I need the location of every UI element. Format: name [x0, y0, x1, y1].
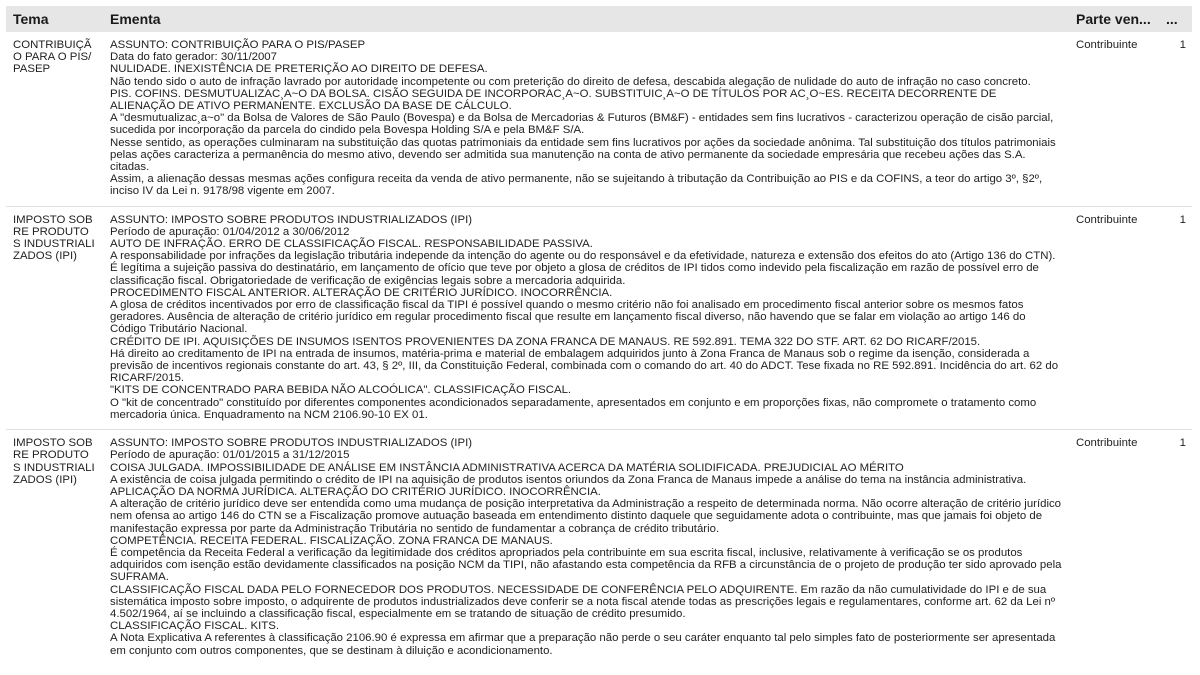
- ementa-line: A glosa de créditos incentivados por erro de classificação fiscal da TIPI é possível quando o mesmo critério não foi analisado em procedimento fiscal anterior sobre os mesmos fatos geradores. Ausência de alteração de critério jurídico em regular procedimento fiscal que resulte em lançamento fiscal diverso, não havendo que se falar em violação ao artigo 146 do Código Tributário Nacional.: [110, 299, 1026, 336]
- parte-vencedora-cell: Contribuinte: [1076, 39, 1138, 51]
- table-header: [6, 6, 1192, 32]
- ementa-cell: [110, 437, 1062, 657]
- count-cell: 1: [1179, 437, 1186, 450]
- tema-cell: CONTRIBUIÇÃO PARA O PIS/PASEP: [13, 39, 92, 76]
- table-body: [6, 32, 1192, 665]
- column-header-tema[interactable]: Tema: [13, 11, 49, 27]
- column-header-more[interactable]: ...: [1166, 11, 1178, 27]
- tema-cell: IMPOSTO SOBRE PRODUTOS INDUSTRIALIZADOS (IPI): [13, 437, 95, 486]
- ementa-line: CLASSIFICAÇÃO FISCAL DADA PELO FORNECEDOR DOS PRODUTOS. NECESSIDADE DE CONFERÊNCIA PELO ADQUIRENTE. Em razão da não cumulatividade do IPI e de sua sistemática imposto sobre imposto, o adquirente de produtos industrializados deve conferir se a nota fiscal atende todas as prescrições legais e regulamentares, conforme art. 62 da Lei nº 4.502/1964, aí se incluindo a classificação fiscal, especialmente em se tratando de situação de crédito presumido.: [110, 583, 1056, 620]
- ementa-cell: [110, 39, 1062, 198]
- ementa-line: Nesse sentido, as operações culminaram na substituição das quotas patrimoniais da entidade sem fins lucrativos por ações da sociedade anônima. Tal substituição dos títulos patrimoniais pelas ações caracteriza a permanência do mesmo ativo, devendo ser admitida sua manutenção na conta de ativo permanente da sociedade empresária que recebeu ações das S.A. citadas.: [110, 136, 1056, 174]
- table-row[interactable]: [6, 207, 1192, 430]
- ementa-line: A existência de coisa julgada permitindo o crédito de IPI na aquisição de produtos isentos oriundos da Zona Franca de Manaus impede a análise do tema na instância administrativa.: [110, 473, 1027, 486]
- tema-cell: IMPOSTO SOBRE PRODUTOS INDUSTRIALIZADOS (IPI): [13, 213, 95, 263]
- ementa-line: ASSUNTO: IMPOSTO SOBRE PRODUTOS INDUSTRIALIZADOS (IPI): [110, 437, 473, 450]
- ementa-line: O "kit de concentrado" constituído por diferentes componentes acondicionados separadamente, apresentados em conjunto e em proporções fixas, não compromete o tratamento como mercadoria única. Enquadramento na NCM 2106.90-10 EX 01.: [110, 396, 1037, 421]
- ementa-line: "KITS DE CONCENTRADO PARA BEBIDA NÃO ALCOÓLICA". CLASSIFICAÇÃO FISCAL.: [110, 384, 572, 397]
- ementa-line: Data do fato gerador: 30/11/2007: [110, 51, 277, 64]
- ementa-line: A responsabilidade por infrações da legislação tributária independe da intenção do agente ou do responsável e da efetividade, natureza e extensão dos efeitos do ato (Artigo 136 do CTN). É legítima a sujeição passiva do destinatário, em lançamento de ofício que teve por objeto a glosa de créditos de IPI tidos como indevido pela fiscalização em razão de possível erro de classificação fiscal. Obrigatoriedade de verificação de exigências legais sobre a mercadoria adquirida.: [110, 250, 1056, 287]
- table-row[interactable]: [6, 430, 1192, 665]
- ementa-line: ASSUNTO: CONTRIBUIÇÃO PARA O PIS/PASEP: [110, 39, 366, 51]
- table-row[interactable]: [6, 32, 1192, 207]
- ementa-line: Não tendo sido o auto de infração lavrado por autoridade incompetente ou com preterição do direito de defesa, descabida alegação de nulidade do auto de infração no caso concreto.: [110, 75, 1031, 88]
- ementa-line: APLICAÇÃO DA NORMA JURÍDICA. ALTERAÇÃO DO CRITÉRIO JURÍDICO. INOCORRÊNCIA.: [110, 485, 601, 498]
- ementa-line: Período de apuração: 01/01/2015 a 31/12/2015: [110, 449, 350, 462]
- count-cell: 1: [1179, 213, 1186, 226]
- ementa-line: COMPETÊNCIA. RECEITA FEDERAL. FISCALIZAÇÃO. ZONA FRANCA DE MANAUS.: [110, 534, 553, 547]
- ementa-cell: [110, 214, 1062, 421]
- count-cell: 1: [1179, 39, 1186, 51]
- parte-vencedora-cell: Contribuinte: [1076, 437, 1138, 450]
- ementa-line: CLASSIFICAÇÃO FISCAL. KITS.: [110, 620, 280, 633]
- ementa-line: Período de apuração: 01/04/2012 a 30/06/2012: [110, 225, 350, 238]
- column-header-ementa[interactable]: Ementa: [110, 11, 161, 27]
- parte-vencedora-cell: Contribuinte: [1076, 213, 1138, 226]
- ementa-line: Assim, a alienação dessas mesmas ações configura receita da venda de ativo permanente, não se sujeitando à tributação da Contribuição ao PIS e da COFINS, a teor do artigo 3º, §2º, inciso IV da Lei n. 9178/98 vigente em 2007.: [110, 173, 1043, 198]
- ementa-line: A alteração de critério jurídico deve ser entendida como uma mudança de posição interpretativa da Administração a respeito de determinada norma. Não ocorre alteração de critério jurídico nem ofensa ao artigo 146 do CTN se a Fiscalização promove autuação baseada em entendimento distinto daquele que seguidamente adota o contribuinte, mas que jamais foi objeto de manifestação expressa por parte da Administração Tributária no sentido de fundamentar a cobrança de crédito tributário.: [110, 498, 1062, 535]
- ementa-line: A "desmutualizac¸a~o" da Bolsa de Valores de São Paulo (Bovespa) e da Bolsa de Mercadorias & Futuros (BM&F) - entidades sem fins lucrativos - caracterizou operação de cisão parcial, sucedida por incorporação da parcela do cindido pela Bovespa Holding S/A e pela BM&F S/A.: [110, 112, 1054, 137]
- ementa-line: COISA JULGADA. IMPOSSIBILIDADE DE ANÁLISE EM INSTÂNCIA ADMINISTRATIVA ACERCA DA MATÉRIA SOLIDIFICADA. PREJUDICIAL AO MÉRITO: [110, 461, 904, 474]
- ementa-line: ASSUNTO: IMPOSTO SOBRE PRODUTOS INDUSTRIALIZADOS (IPI): [110, 213, 473, 226]
- ementa-line: É competência da Receita Federal a verificação da legitimidade dos créditos apropriados pela contribuinte em sua escrita fiscal, inclusive, relativamente à verificação se os produtos adquiridos com isenção estão devidamente classificados na posição NCM da TIPI, não afastando esta competência da RFB a circunstância de o projeto de produção ter sido aprovado pela SUFRAMA.: [110, 546, 1062, 584]
- ementa-line: A Nota Explicativa A referentes à classificação 2106.90 é expressa em afirmar que a preparação não perde o seu caráter enquanto tal pelo simples fato de posteriormente ser apresentada em conjunto com outros componentes, que se destinam à diluição e acondicionamento.: [110, 632, 1056, 657]
- ementa-line: CRÉDITO DE IPI. AQUISIÇÕES DE INSUMOS ISENTOS PROVENIENTES DA ZONA FRANCA DE MANAUS. RE 592.891. TEMA 322 DO STF. ART. 62 DO RICARF/2015.: [110, 335, 981, 348]
- column-header-parte-vencedora[interactable]: Parte ven...: [1076, 11, 1151, 27]
- ementa-line: AUTO DE INFRAÇÃO. ERRO DE CLASSIFICAÇÃO FISCAL. RESPONSABILIDADE PASSIVA.: [110, 238, 593, 251]
- ementa-line: Há direito ao creditamento de IPI na entrada de insumos, matéria-prima e material de embalagem adquiridos junto à Zona Franca de Manaus sob o regime da isenção, considerada a previsão de incentivos regionais constante do art. 43, § 2º, III, da Constituição Federal, combinada com o comando do art. 40 do ADCT. Tese fixada no RE 592.891. Incidência do art. 62 do RICARF/2015.: [110, 347, 1059, 385]
- ementa-line: PROCEDIMENTO FISCAL ANTERIOR. ALTERAÇÃO DE CRITÉRIO JURÍDICO. INOCORRÊNCIA.: [110, 286, 613, 299]
- ementa-line: PIS. COFINS. DESMUTUALIZAC¸A~O DA BOLSA. CISÃO SEGUIDA DE INCORPORAC¸A~O. SUBSTITUIC¸A~O DE TÍTULOS POR AC¸O~ES. RECEITA DECORRENTE DE ALIENAÇÃO DE ATIVO PERMANENTE. EXCLUSÃO DA BASE DE CÁLCULO.: [110, 87, 997, 113]
- ementa-line: NULIDADE. INEXISTÊNCIA DE PRETERIÇÃO AO DIREITO DE DEFESA.: [110, 63, 488, 76]
